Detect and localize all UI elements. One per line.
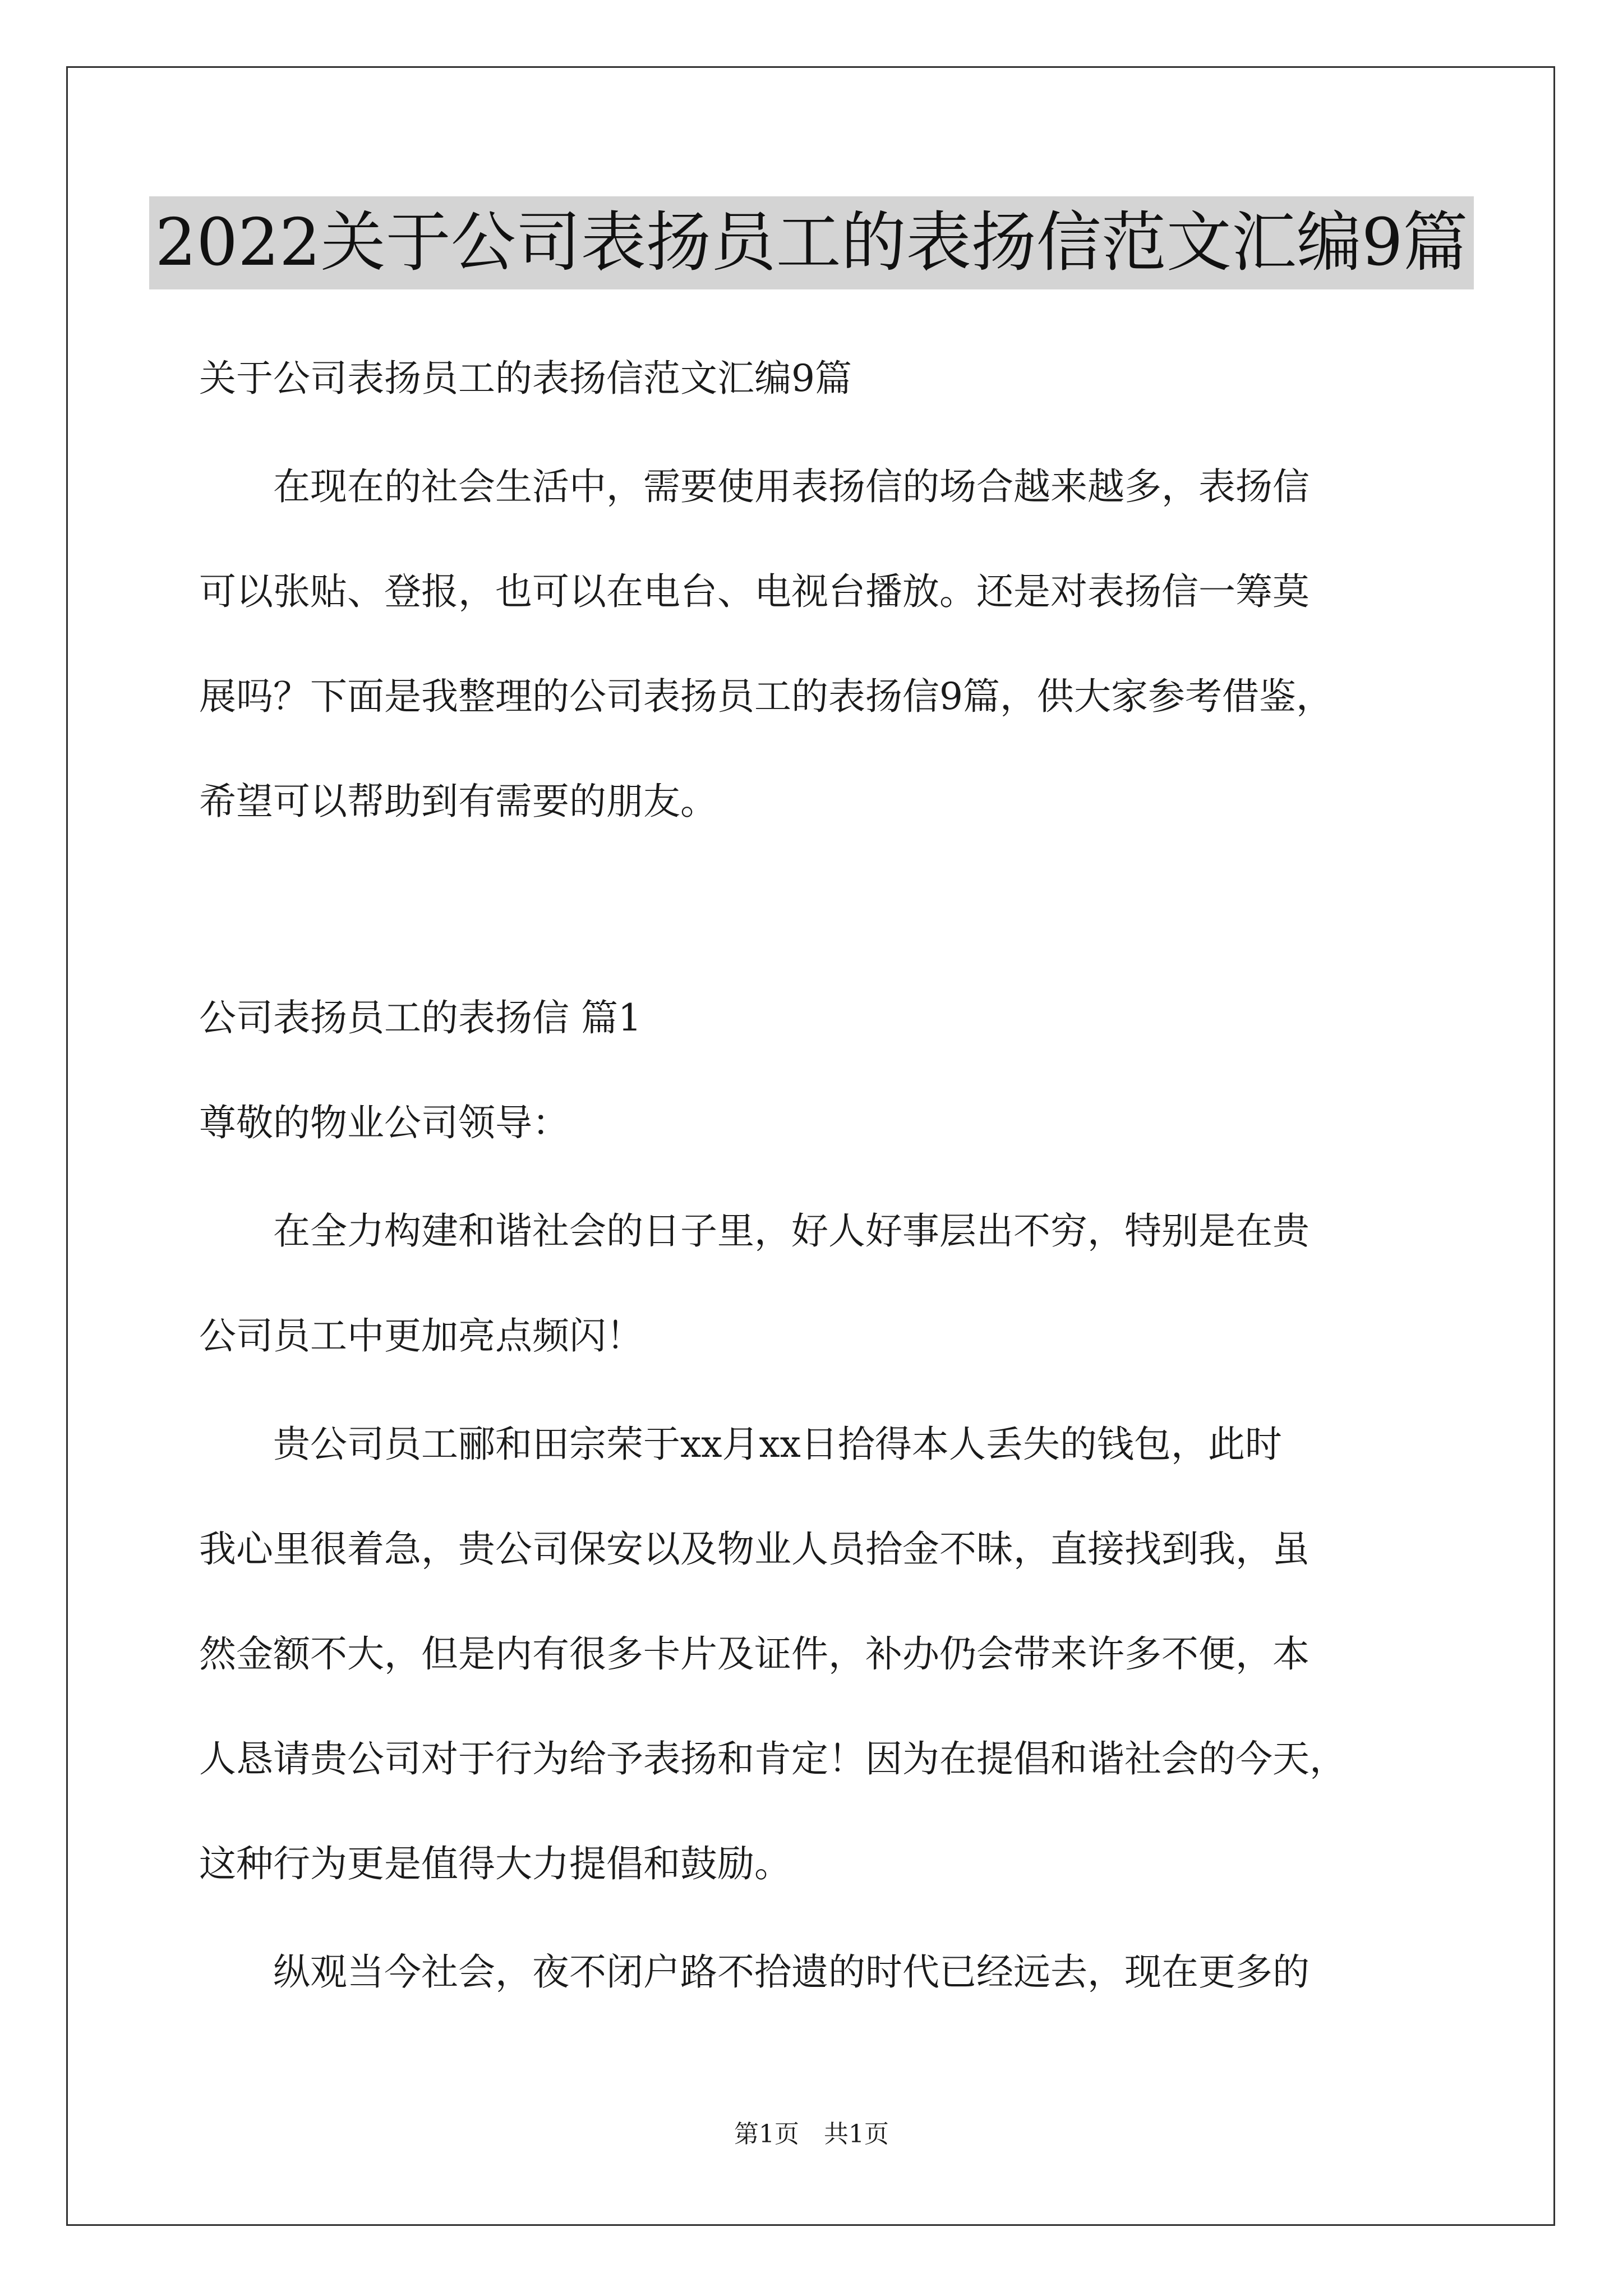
body-line: 在全力构建和谐社会的日子里，好人好事层出不穷，特别是在贵 xyxy=(199,1209,1310,1253)
body-line: 公司员工中更加亮点频闪！ xyxy=(199,1314,643,1358)
section-heading: 公司表扬员工的表扬信 篇1 xyxy=(199,996,642,1039)
body-line: 纵观当今社会，夜不闭户路不拾遗的时代已经远去，现在更多的 xyxy=(199,1950,1310,1994)
body-line: 这种行为更是值得大力提倡和鼓励。 xyxy=(199,1842,791,1885)
body-line: 人恳请贵公司对于行为给予表扬和肯定！因为在提倡和谐社会的今天， xyxy=(199,1737,1347,1780)
title-container xyxy=(0,196,1623,289)
salutation: 尊敬的物业公司领导： xyxy=(199,1101,569,1144)
body-line: 贵公司员工郦和田宗荣于xx月xx日拾得本人丢失的钱包，此时 xyxy=(199,1423,1282,1466)
subtitle: 关于公司表扬员工的表扬信范文汇编9篇 xyxy=(199,357,852,400)
body-line: 我心里很着急，贵公司保安以及物业人员拾金不昧，直接找到我，虽 xyxy=(199,1527,1310,1571)
body-line: 然金额不大，但是内有很多卡片及证件，补办仍会带来许多不便，本 xyxy=(199,1632,1310,1676)
document-title: 2022关于公司表扬员工的表扬信范文汇编9篇 xyxy=(149,196,1473,289)
intro-line: 可以张贴、登报，也可以在电台、电视台播放。还是对表扬信一筹莫 xyxy=(199,570,1310,613)
intro-line: 在现在的社会生活中，需要使用表扬信的场合越来越多，表扬信 xyxy=(199,465,1310,508)
intro-line: 希望可以帮助到有需要的朋友。 xyxy=(199,780,717,823)
intro-line: 展吗？下面是我整理的公司表扬员工的表扬信9篇，供大家参考借鉴， xyxy=(199,675,1333,718)
page-footer: 第1页 共1页 xyxy=(734,2120,889,2148)
